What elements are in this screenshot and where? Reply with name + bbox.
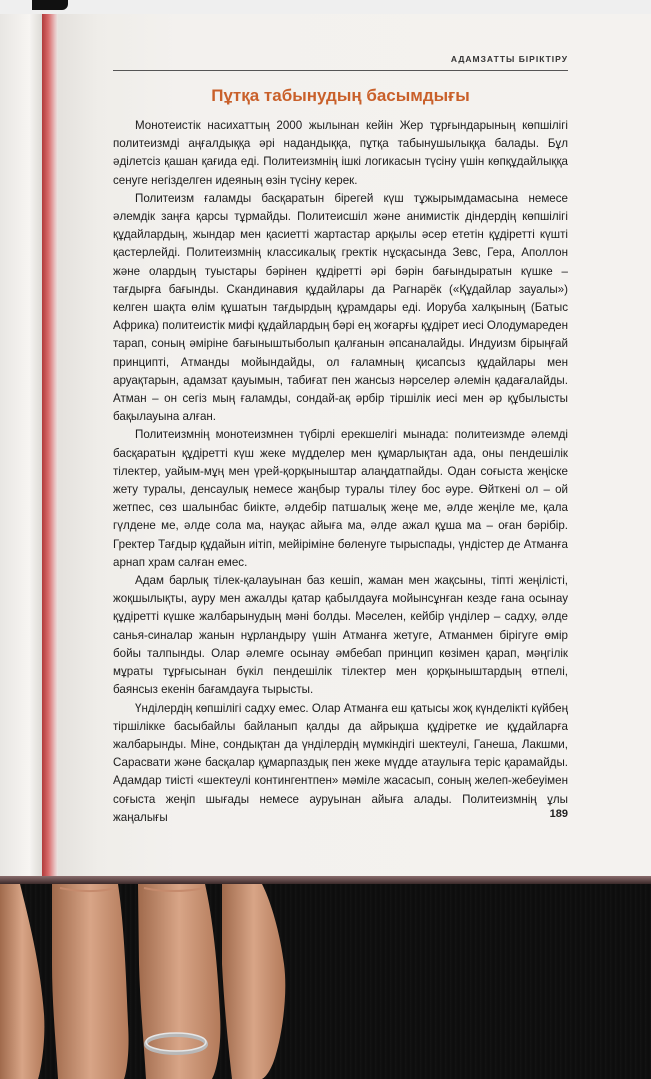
paragraph-3: Политеизмнің монотеизмнен түбірлі ерекшелігі мынада: политеизмде әлемді басқаратын құдіретті күш жеке мүдделер мен құмарлықтан ада, оны пендешілік тілектер, уайым-мұң мен үрей-қорқыныштар алаңдатпайды. Одан соғыста жеңіске жету туралы, денсаулық немесе жаңбыр туралы тілеу бос әуре. Өйткені ол – ой жетпес, сөз шалынбас биікте, әлдебір патшалық жеңе ме, әлде жеңіле ме, қала гүлдене ме, әлде сола ма, науқас айыға ма, әлде ажал құша ма – оған бәрібір. Гректер Тағдыр құдайын иітіп, мейіріміне бөленуге тырыспады, үндістер де Атманға арнап храм салған емес. [113,428,568,569]
hand-holding-book [0,884,300,1079]
page-bottom-edge [0,876,651,884]
left-page-edge [0,14,42,876]
paragraph-5: Үнділердің көпшілігі садху емес. Олар Атманға еш қатысы жоқ күнделікті күйбең тіршілікке басыбайлы байланып қалды да айрықша құдіретке ие құдайларға жалбарынды. Міне, сондықтан да үнділердің мүмкіндігі шектеулі, Ганеша, Лакшми, Сарасвати және басқалар құмарпаздық пен жеке мүдде атаулыға теріс қарамайды. Адамдар тиісті «шектеулі контингентпен» мәміле жасасып, соның желеп-жебеуімен соғыста жеңіп шығады немесе ауруынан айыға алады. Политеизмнің ұлы жаңалығы [113,701,568,824]
paragraph-2: Политеизм ғаламды басқаратын бірегей күш тұжырымдамасына немесе әлемдік заңға қарсы тұрмайды. Политеисшіл және анимистік діндердің көпшілігі құдайлардың, жындар мен қасиетті жартастар арқылы әсер ететін құдіретті күшті қастерлейді. Политеизмнің классикалық гректік нұсқасында Зевс, Гера, Аполлон және олардың туыстары бәрінен құдіретті әрі бәрін бағындыратын күшке – тағдырға бағынды. Скандинавия құдайлары да Рагнарёк («Құдайлар зауалы») келген шақта өлім құшатын тағдырдың құрамдары еді. Иоруба халқының (Батыс Африка) политеистік мифі құдайлардың бәрі ең жоғарғы құдірет иесі Олодумаредeн тарап, соның әміріне бағыныштыболып қалғанын әпсаналайды. Индуизм бірыңғай принципті, Атманды мойындайды, ол ғаламның қисапсыз құдайлары мен аруақтарын, адамзат қауымын, табиғат пен жансыз нәрселер әлемін қадағалайды. Атман – он сегіз мың ғаламды, сондай-ақ әрбір тіршілік иесі мен әр құбылысты бақылауына алған. [113,191,568,424]
body-text [113,117,568,827]
header-rule [113,70,568,71]
running-head: АДАМЗАТТЫ БІРІКТІРУ [450,54,568,64]
book-cover-corner [32,0,68,10]
paragraph-4: Адам барлық тілек-қалауынан баз кешіп, жаман мен жақсыны, тіпті жеңілісті, жоқшылықты, ауру мен ажалды қатар қабылдауға мойынсұнған кезде ғана осынау құдіретті күшке жалбарынудың мәні болды. Мәселен, кейбір үнділер – садху, әлде санья-синалар жанын нұрландыру үшін Атманға жетуге, Атманмен бірігуге өмір бойы талпынды. Олар әлемге осынау әмбебап принцип көзімен қарап, мәңгілік мұраты тұрғысынан бүкіл пендешілік тілектер мен қорқыныштардың өтпелі, баянсыз екенін бағамдауға тырысты. [113,574,568,697]
page-number: 189 [549,808,568,820]
paragraph-1: Монотеистік насихаттың 2000 жылынан кейін Жер тұрғындарының көпшілігі политеизмді аңғалдыққа әрі надандыққа, пұтқа табынушылыққа балады. Бұл әділетсіз қашан қағида еді. Политеизмнің ішкі логикасын түсіну үшін көпқұдайлыққа сенуге негізделген идеяның өзін түсіну керек. [113,119,568,187]
section-title: Пұтқа табынудың басымдығы [211,86,470,105]
book-spine-edge [42,14,58,876]
